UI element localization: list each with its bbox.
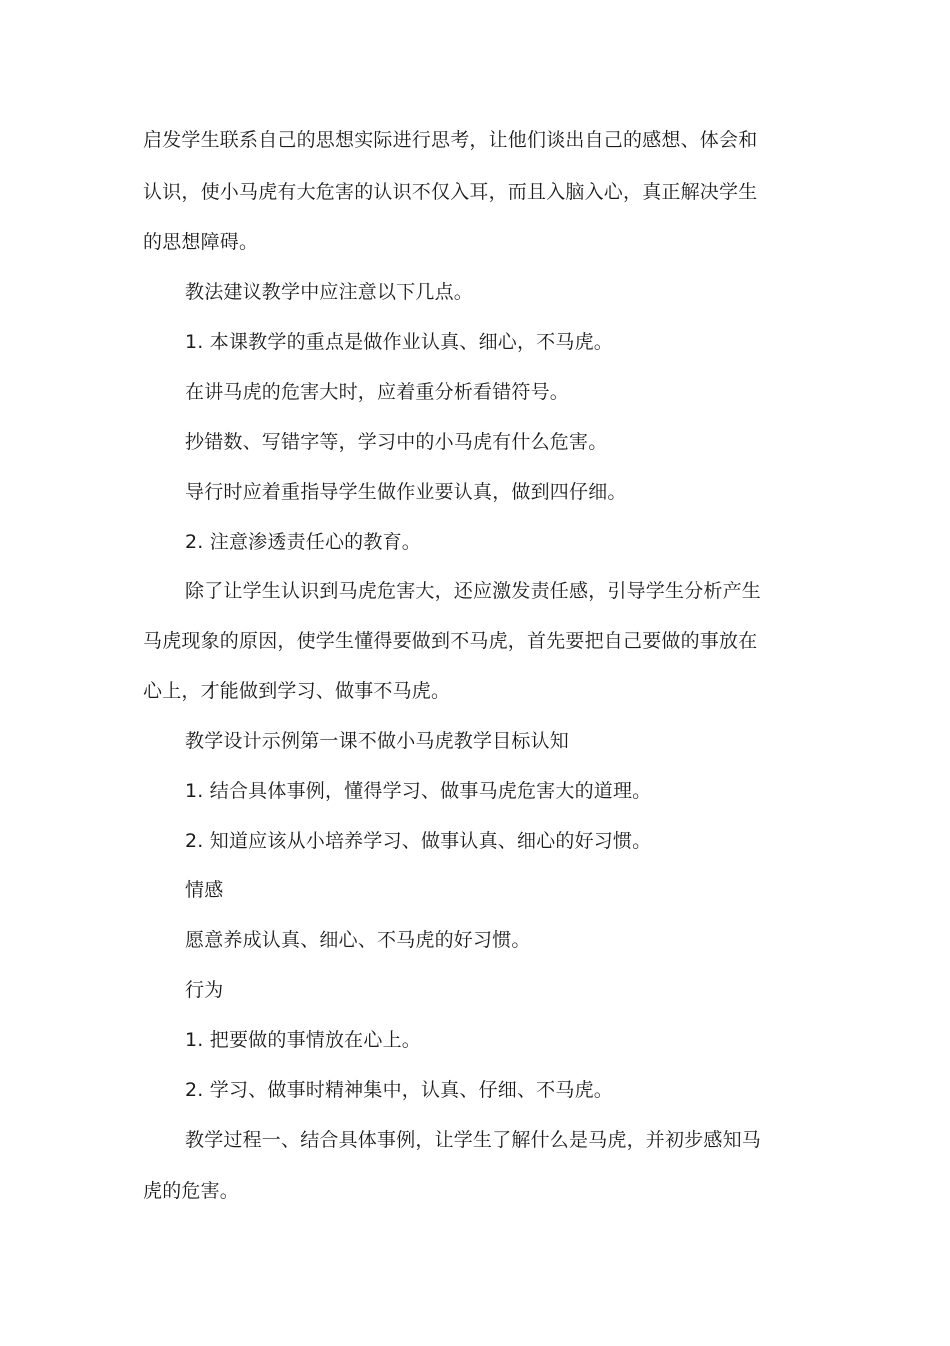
list-item: 1. 结合具体事例，懂得学习、做事马虎危害大的道理。 [185, 780, 652, 802]
paragraph-line: 抄错数、写错字等，学习中的小马虎有什么危害。 [185, 431, 608, 453]
paragraph-line: 启发学生联系自己的思想实际进行思考，让他们谈出自己的感想、体会和 [143, 129, 758, 151]
list-item: 1. 把要做的事情放在心上。 [185, 1029, 421, 1051]
paragraph-line: 导行时应着重指导学生做作业要认真，做到四仔细。 [185, 481, 627, 503]
list-item: 2. 学习、做事时精神集中，认真、仔细、不马虎。 [185, 1079, 613, 1101]
paragraph-line: 教法建议教学中应注意以下几点。 [185, 281, 474, 303]
section-label: 行为 [185, 979, 224, 1001]
section-heading: 教学设计示例第一课不做小马虎教学目标认知 [185, 730, 570, 752]
paragraph-line: 心上，才能做到学习、做事不马虎。 [143, 680, 451, 702]
paragraph-line: 虎的危害。 [143, 1180, 240, 1202]
paragraph-line: 的思想障碍。 [143, 231, 259, 253]
list-item: 2. 知道应该从小培养学习、做事认真、细心的好习惯。 [185, 830, 652, 852]
section-label: 情感 [185, 879, 224, 901]
paragraph-line: 教学过程一、结合具体事例，让学生了解什么是马虎，并初步感知马 [185, 1129, 762, 1151]
paragraph-line: 认识，使小马虎有大危害的认识不仅入耳，而且入脑入心，真正解决学生 [143, 181, 758, 203]
list-item: 2. 注意渗透责任心的教育。 [185, 531, 421, 553]
list-item: 1. 本课教学的重点是做作业认真、细心，不马虎。 [185, 331, 613, 353]
paragraph-line: 愿意养成认真、细心、不马虎的好习惯。 [185, 929, 531, 951]
paragraph-line: 除了让学生认识到马虎危害大，还应激发责任感，引导学生分析产生 [185, 580, 762, 602]
paragraph-line: 在讲马虎的危害大时，应着重分析看错符号。 [185, 381, 570, 403]
paragraph-line: 马虎现象的原因，使学生懂得要做到不马虎，首先要把自己要做的事放在 [143, 630, 758, 652]
